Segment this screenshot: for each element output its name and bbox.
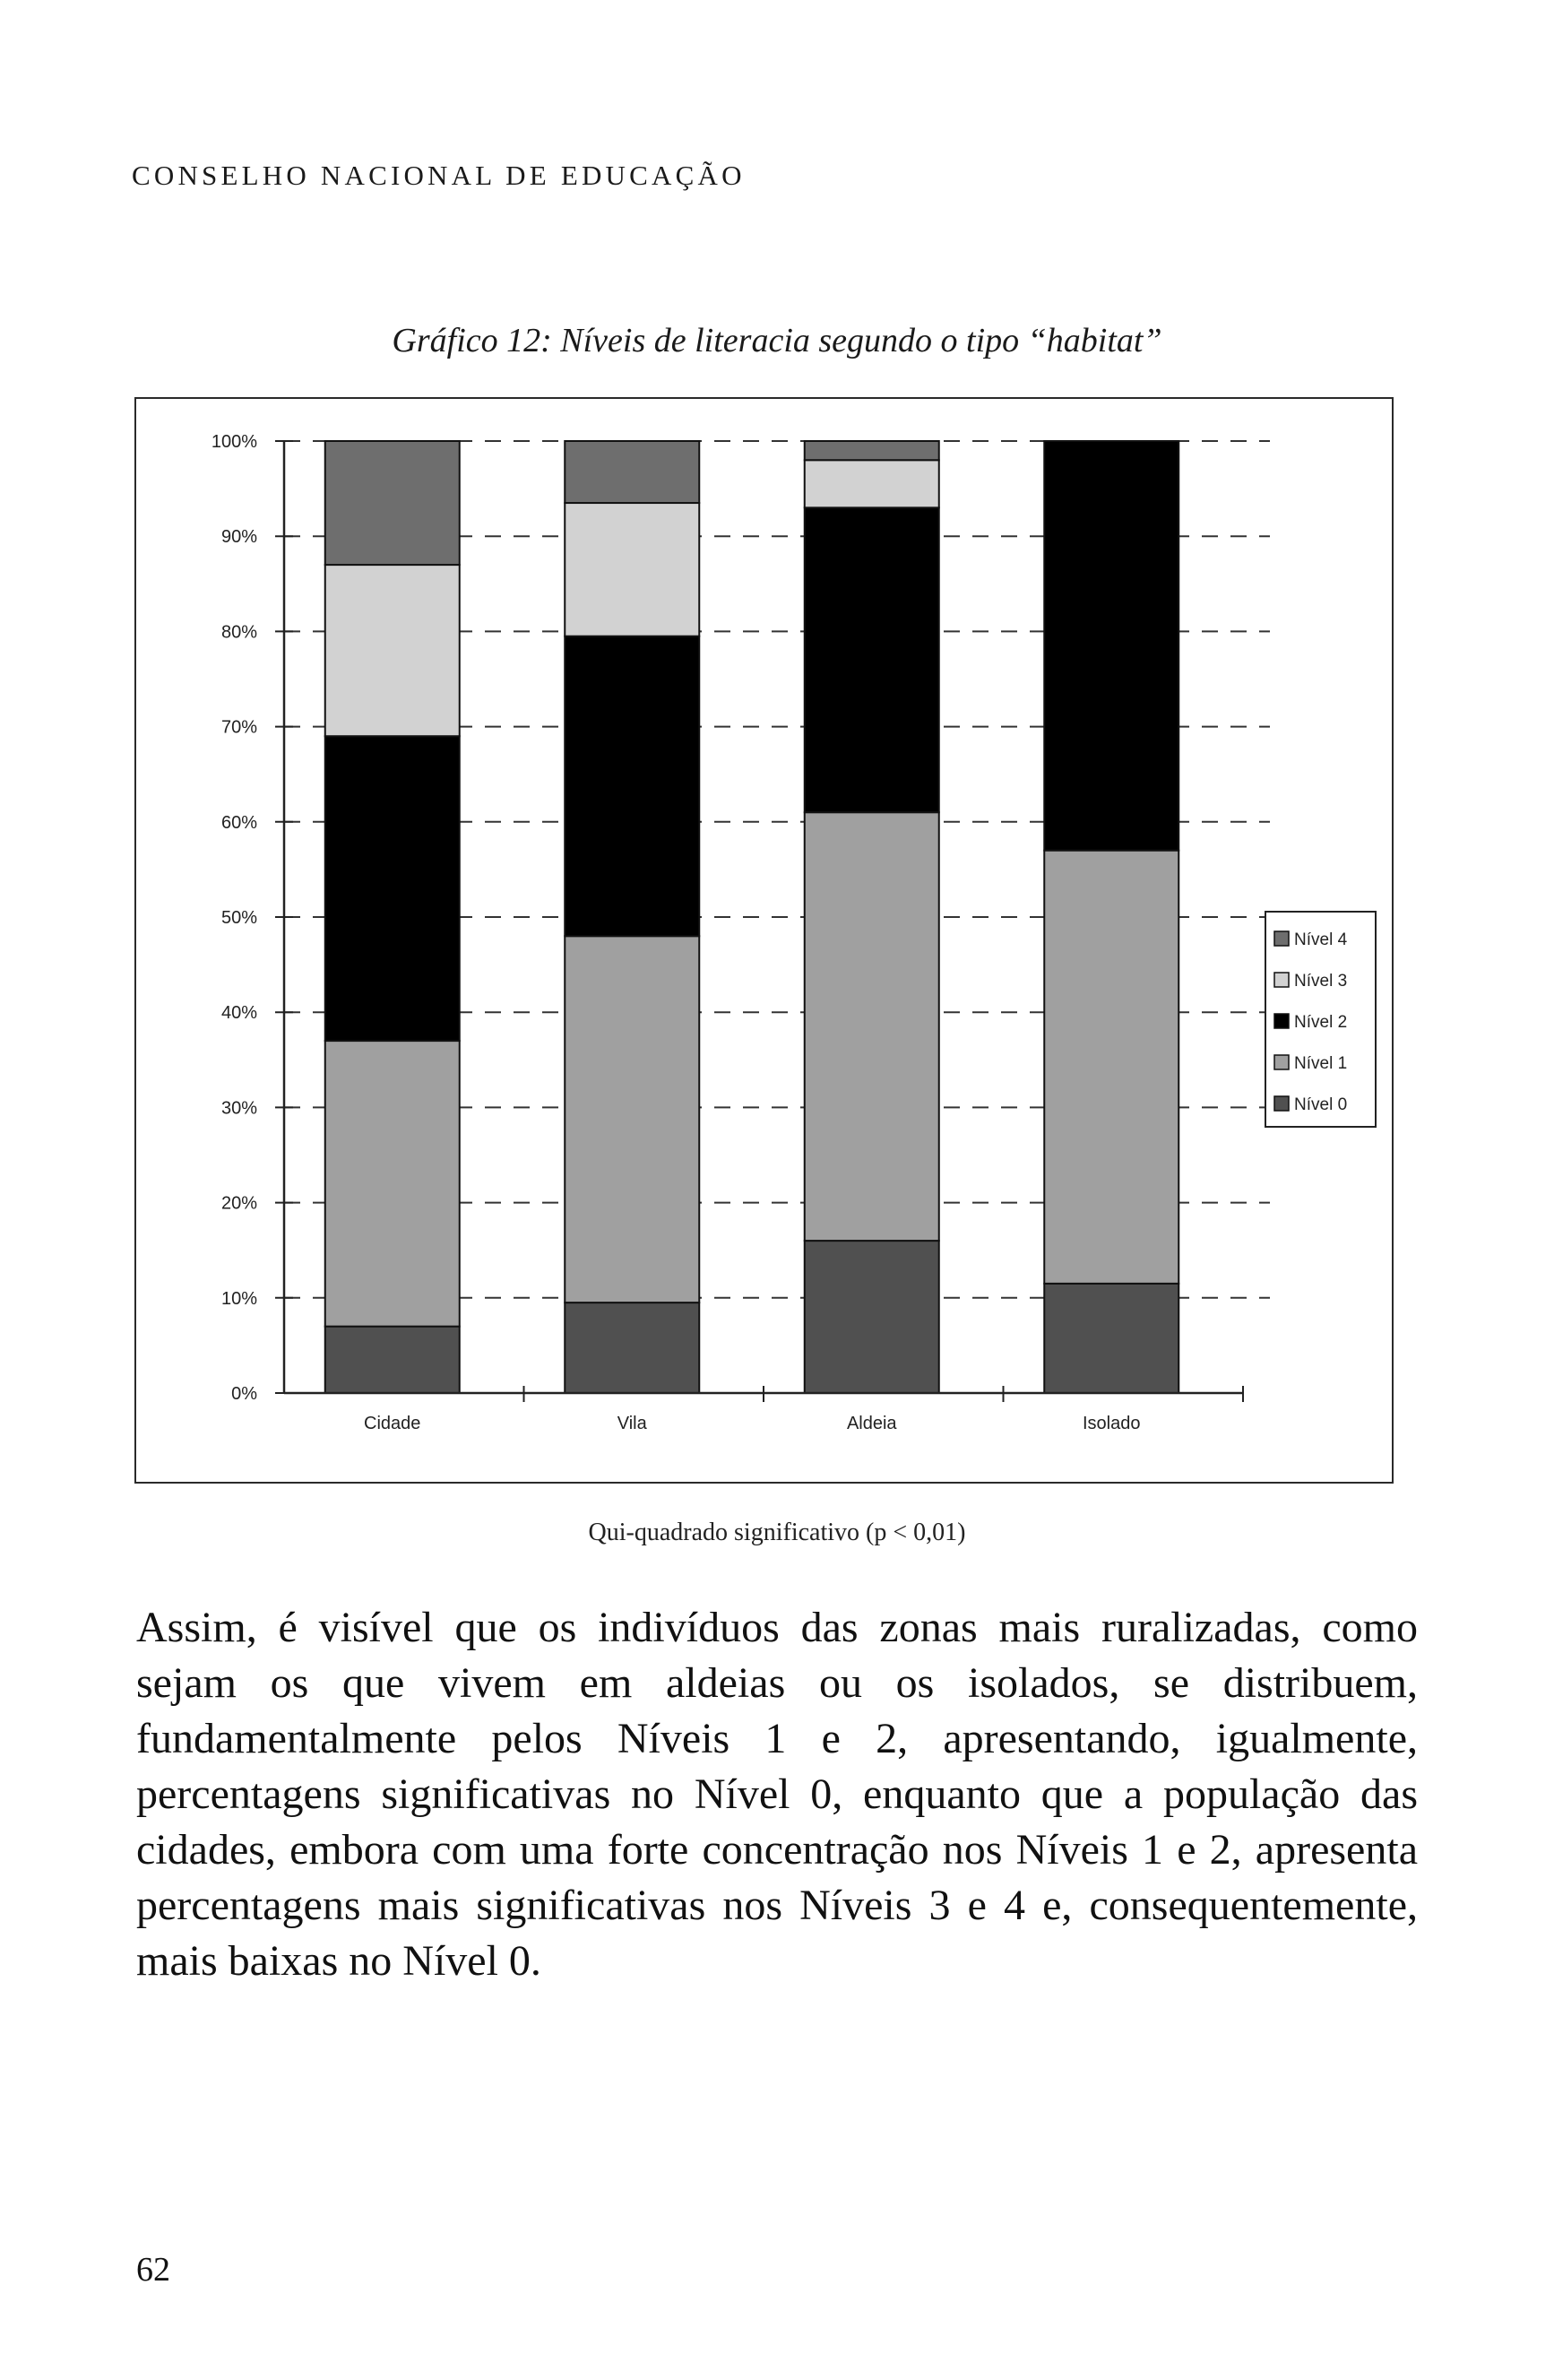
figure-caption: Gráfico 12: Níveis de literacia segundo o tipo “habitat”: [392, 322, 1162, 359]
bar-segment: [805, 812, 939, 1241]
legend-swatch: [1274, 1014, 1289, 1028]
bar-segment: [805, 1241, 939, 1393]
x-category-label: Vila: [617, 1414, 647, 1433]
legend-label: Nível 4: [1294, 930, 1348, 949]
y-tick-label: 100%: [211, 432, 257, 452]
x-category-label: Isolado: [1083, 1414, 1141, 1433]
y-tick-label: 30%: [220, 1098, 257, 1119]
bar-segment: [565, 1303, 699, 1393]
stacked-bar-chart: [134, 397, 1394, 1484]
bar-segment: [565, 503, 699, 636]
bar-segment: [325, 736, 460, 1041]
legend-swatch: [1274, 973, 1289, 987]
bar-segment: [805, 507, 939, 812]
y-tick-label: 0%: [231, 1384, 257, 1404]
bar-segment: [1044, 851, 1178, 1284]
legend-label: Nível 1: [1294, 1054, 1348, 1073]
y-tick-label: 10%: [220, 1288, 257, 1309]
bar-segment: [1044, 441, 1178, 851]
legend-swatch: [1274, 1055, 1289, 1069]
y-tick-label: 70%: [220, 717, 257, 738]
y-tick-label: 20%: [220, 1193, 257, 1214]
bar-segment: [805, 460, 939, 507]
page-number: 62: [136, 2251, 170, 2289]
bar-segment: [565, 936, 699, 1303]
bar-segment: [565, 636, 699, 937]
bar-segment: [565, 441, 699, 503]
y-tick-label: 50%: [220, 908, 257, 928]
bar-segment: [325, 1327, 460, 1393]
legend-swatch: [1274, 931, 1289, 946]
x-category-label: Cidade: [364, 1414, 421, 1433]
legend-swatch: [1274, 1096, 1289, 1111]
body-paragraph: Assim, é visível que os indivíduos das zonas mais ruralizadas, como sejam os que vivem em aldeias ou os isolados, se distribuem, fundamentalmente pelos Níveis 1 e 2, apresentando, igualmente, percentagens significativas no Nível 0, enquanto que a população das cidades, embora com uma forte concentração nos Níveis 1 e 2, apresenta percentagens mais significativas nos Níveis 3 e 4 e, consequentemente, mais baixas no Nível 0.: [136, 1604, 1418, 1985]
chart-canvas: [136, 399, 1395, 1485]
legend-label: Nível 0: [1294, 1095, 1348, 1114]
chart-significance-note: Qui-quadrado significativo (p < 0,01): [588, 1519, 966, 1546]
bar-segment: [325, 1041, 460, 1327]
y-tick-label: 80%: [220, 622, 257, 643]
y-tick-label: 90%: [220, 527, 257, 548]
legend-label: Nível 2: [1294, 1013, 1348, 1032]
bar-segment: [325, 441, 460, 565]
running-header: CONSELHO NACIONAL DE EDUCAÇÃO: [132, 160, 746, 191]
y-tick-label: 60%: [220, 812, 257, 833]
x-category-label: Aldeia: [846, 1414, 897, 1433]
bar-segment: [805, 441, 939, 460]
y-tick-label: 40%: [220, 1003, 257, 1024]
bar-segment: [325, 565, 460, 736]
legend-label: Nível 3: [1294, 972, 1348, 991]
bar-segment: [1044, 1284, 1178, 1393]
